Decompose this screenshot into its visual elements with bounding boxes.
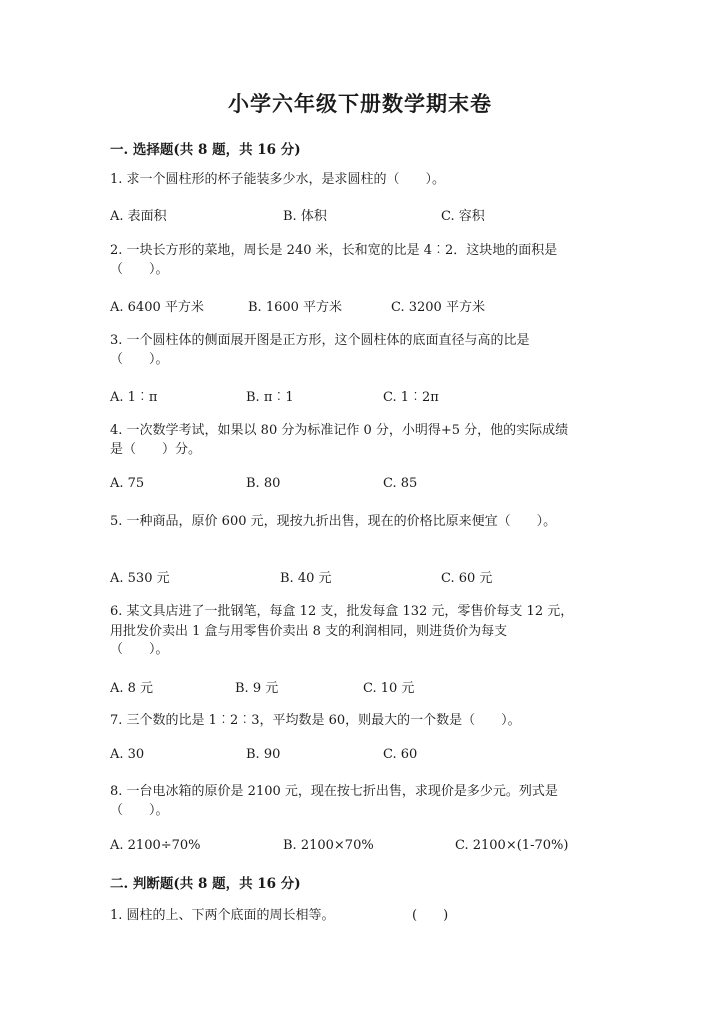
question-3-option-b: B. π︰1 [246, 390, 294, 405]
section-heading-choice: 一. 选择题(共 8 题，共 16 分) [110, 142, 301, 158]
question-3-text-line-1: 3. 一个圆柱体的侧面展开图是正方形，这个圆柱体的底面直径与高的比是 [110, 333, 530, 348]
question-8-text-line-2: （ ）。 [110, 803, 169, 818]
question-7-option-c: C. 60 [383, 747, 418, 762]
question-4-option-c: C. 85 [383, 476, 418, 491]
question-7-option-b: B. 90 [246, 747, 281, 762]
question-5-text: 5. 一种商品，原价 600 元，现按九折出售，现在的价格比原来便宜（ ）。 [110, 514, 557, 529]
question-1-text: 1. 求一个圆柱形的杯子能装多少水，是求圆柱的（ ）。 [110, 172, 446, 187]
question-6-text-line-1: 6. 某文具店进了一批钢笔，每盒 12 支，批发每盒 132 元，零售价每支 12 元， [110, 604, 574, 619]
question-2-text-line-2: （ ）。 [110, 262, 169, 277]
question-8-option-b: B. 2100×70% [283, 838, 374, 853]
question-6-option-b: B. 9 元 [235, 681, 279, 696]
question-1-option-a: A. 表面积 [110, 209, 167, 224]
question-2-option-a: A. 6400 平方米 [110, 300, 204, 315]
question-4-option-b: B. 80 [246, 476, 281, 491]
question-6-text-line-2: 用批发价卖出 1 盒与用零售价卖出 8 支的利润相同，则进货价为每支 [110, 624, 508, 639]
question-4-text-line-2: 是（ ）分。 [110, 442, 202, 457]
question-3-option-a: A. 1︰π [110, 390, 158, 405]
question-2-option-b: B. 1600 平方米 [248, 300, 343, 315]
judgment-1-text: 1. 圆柱的上、下两个底面的周长相等。 [110, 908, 335, 923]
question-5-option-b: B. 40 元 [280, 571, 332, 586]
question-5-option-a: A. 530 元 [110, 571, 170, 586]
section-heading-judgment: 二. 判断题(共 8 题，共 16 分) [110, 876, 301, 892]
judgment-1-blank: ( ) [412, 908, 449, 923]
question-5-option-c: C. 60 元 [441, 571, 493, 586]
question-7-text: 7. 三个数的比是 1︰2︰3，平均数是 60，则最大的一个数是（ ）。 [110, 713, 521, 728]
question-4-text-line-1: 4. 一次数学考试，如果以 80 分为标准记作 0 分，小明得+5 分，他的实际成绩 [110, 423, 569, 438]
page-title: 小学六年级下册数学期末卷 [228, 91, 492, 116]
question-1-option-b: B. 体积 [283, 209, 327, 224]
question-8-option-c: C. 2100×(1-70%) [455, 838, 569, 853]
question-6-text-line-3: （ ）。 [110, 642, 169, 657]
question-7-option-a: A. 30 [110, 747, 145, 762]
question-8-text-line-1: 8. 一台电冰箱的原价是 2100 元，现在按七折出售，求现价是多少元。列式是 [110, 784, 558, 799]
question-1-option-c: C. 容积 [441, 209, 485, 224]
question-6-option-c: C. 10 元 [363, 681, 415, 696]
question-2-option-c: C. 3200 平方米 [391, 300, 485, 315]
question-6-option-a: A. 8 元 [110, 681, 154, 696]
question-2-text-line-1: 2. 一块长方形的菜地，周长是 240 米，长和宽的比是 4︰2．这块地的面积是 [110, 243, 558, 258]
question-3-text-line-2: （ ）。 [110, 352, 169, 367]
question-8-option-a: A. 2100÷70% [110, 838, 201, 853]
question-4-option-a: A. 75 [110, 476, 145, 491]
question-3-option-c: C. 1︰2π [383, 390, 439, 405]
